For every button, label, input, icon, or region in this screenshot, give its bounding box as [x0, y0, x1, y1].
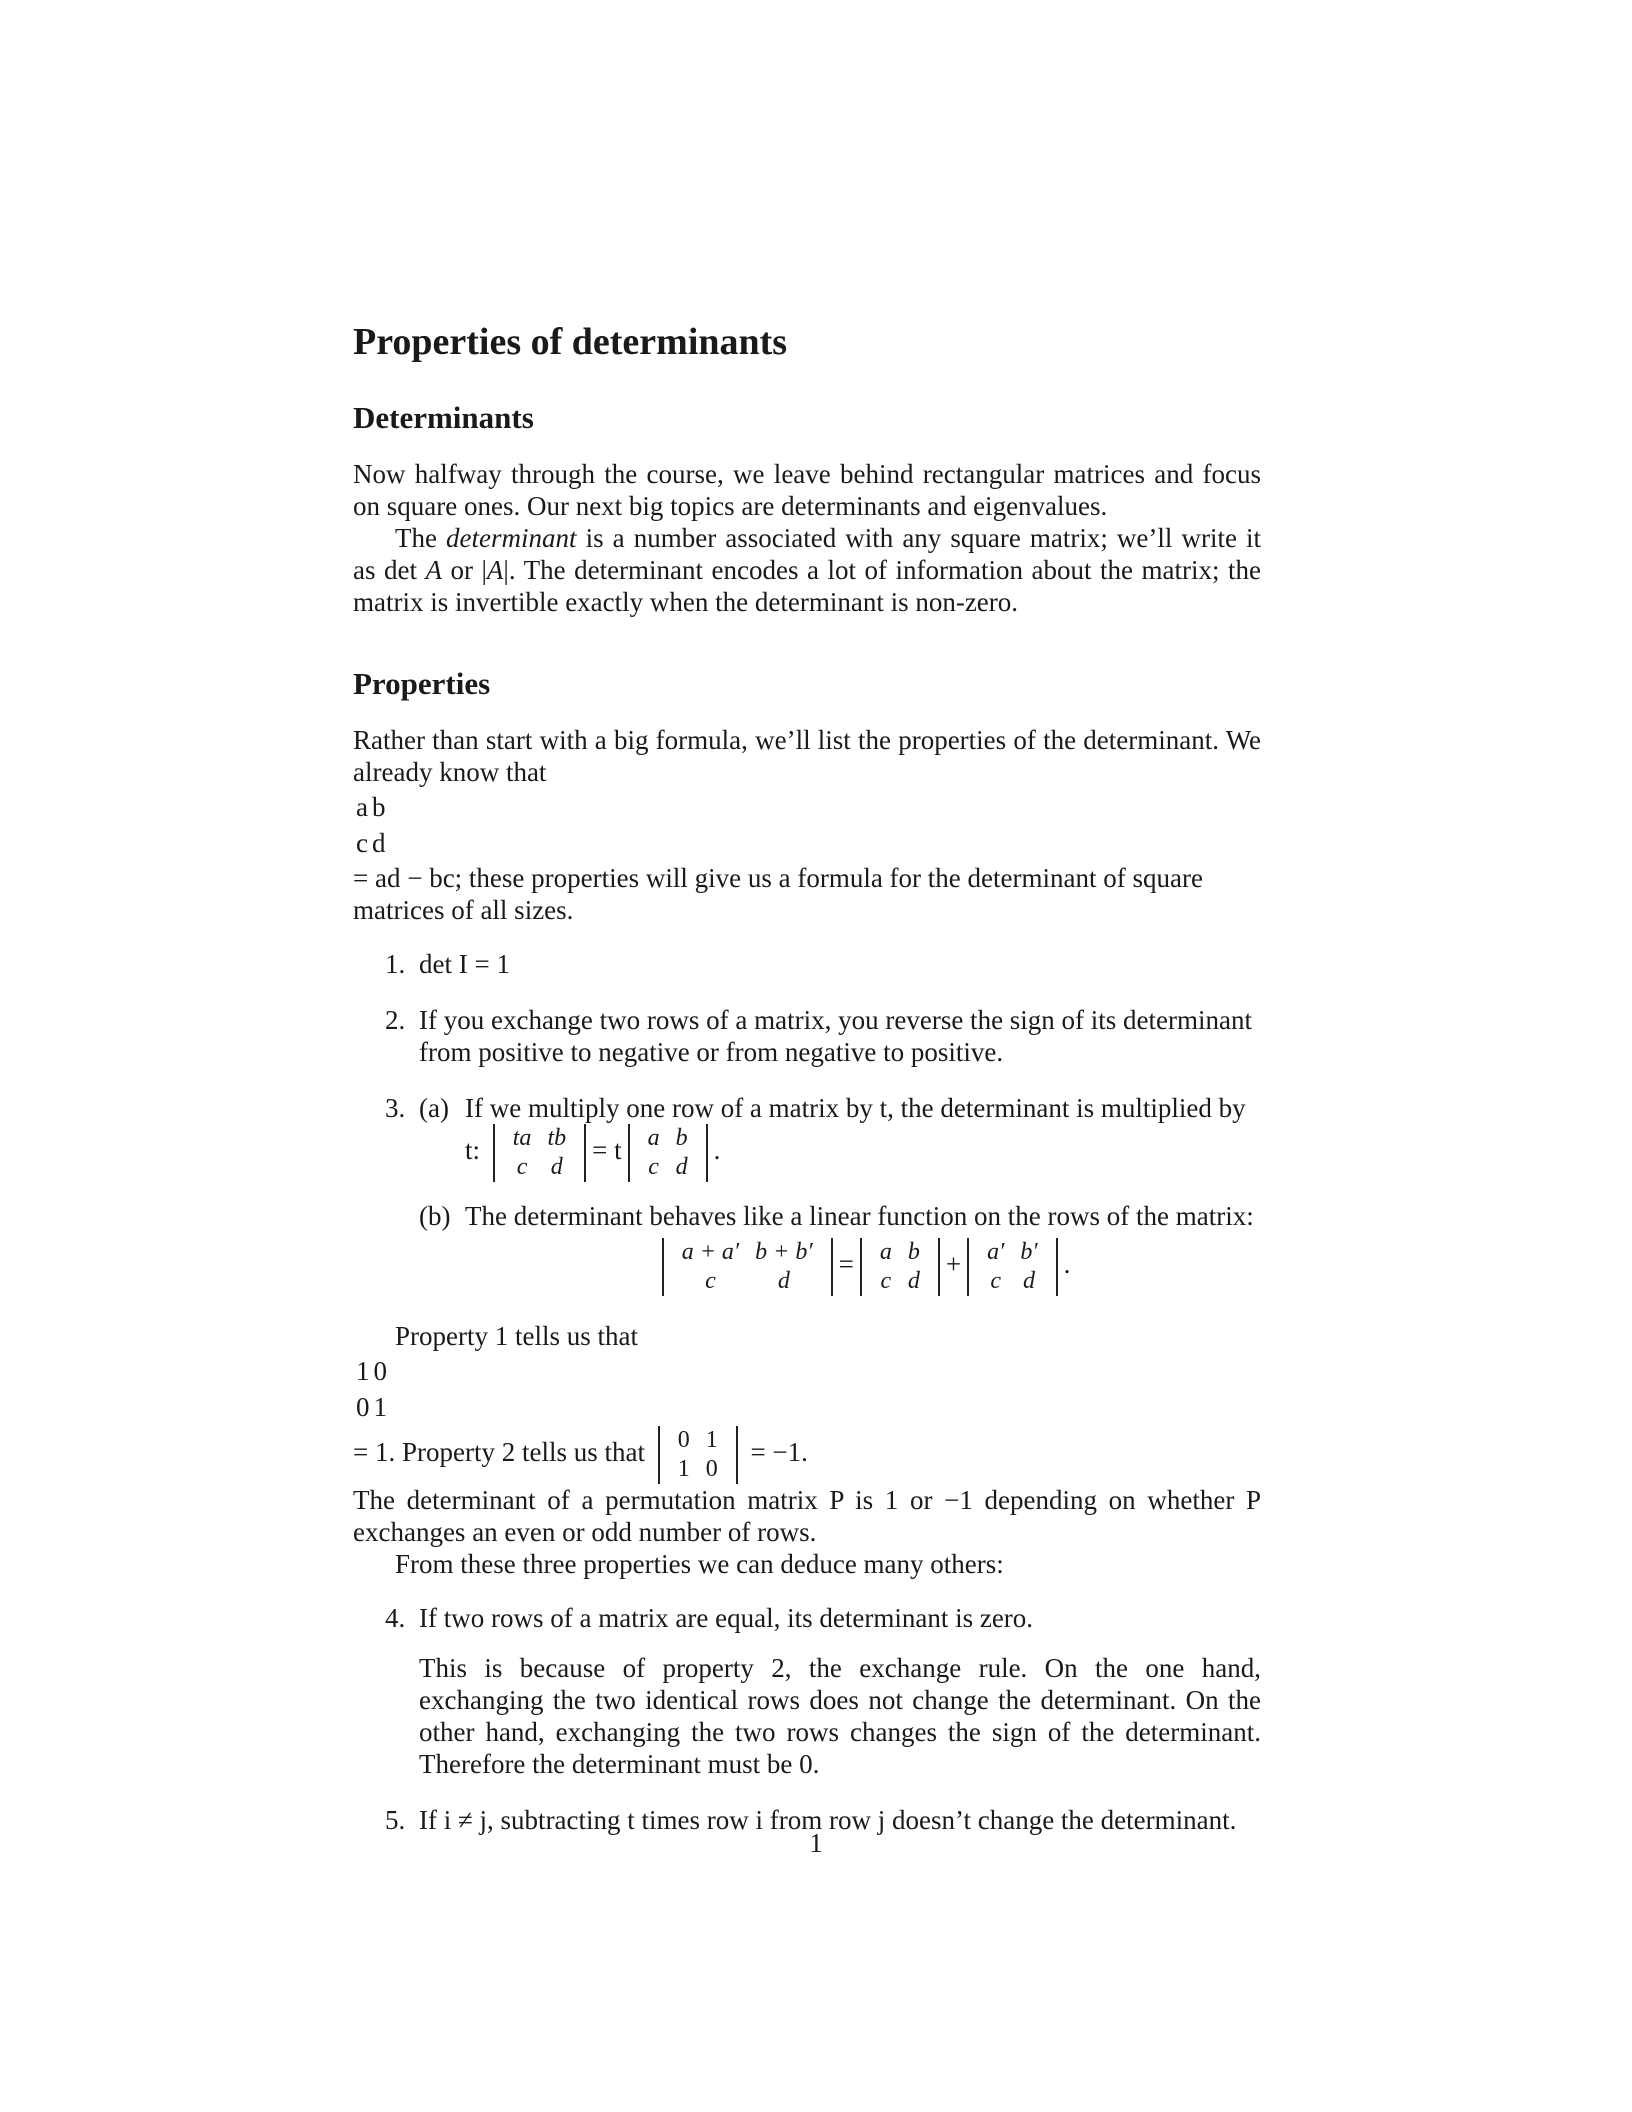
- swap-determinant: 0 1 1 0: [658, 1426, 738, 1484]
- list-item: 2. If you exchange two rows of a matrix, you reverse the sign of its determinant from positive to negative or from negative to positive.: [385, 1005, 1253, 1067]
- document-page: Properties of determinants Determinants Now halfway through the course, we leave behind rectangular matrices and focus on square ones. Our next big topics are determinants and eigenvalues. The determinant is a number associated with any square matrix; we’ll write it as det A or |A|. The determinant encodes a lot of information about the matrix; the matrix is invertible exactly when the determinant is non-zero. Properties Rather than start with a big formula, we’ll list the properties of the determinant. We already know that a b c d = ad − bc; these properties will give us a formula for the determinant of square matrices of all sizes. 1. det I = 1 2. If you exchange two rows of a matrix, you reverse the sign of its determinant from positive to negative or from negative to positive. 3. (a) If we multiply one row of a matrix by t, the determinant is multiplied by t: ta tb c d = t a b c d . (b) The determinant behaves like a linear function on the rows of the matrix: a + a′ b + b′ c d = a b c d + a′ b′ c d . Property 1 tells us that 1 0 0 1 = 1. Property 2 tells us that 0 1 1 0 = −1. The determinant of a permutation matrix P is 1 or −1 depending on whether P exchanges an even or odd number of rows. From these three properties we can deduce many others: 4. If two rows of a matrix are equal, its determinant is zero. This is because of property 2, the exchange rule. On the one hand, exchanging the two identical rows does not change the determinant. On the other hand, exchanging the two rows changes the sign of the determinant. Therefore the determinant must be 0. 5. If i ≠ j, subtracting t times row i from row j doesn’t change the determinant.: [353, 321, 1262, 1835]
- page-title: Properties of determinants: [353, 321, 788, 363]
- section-heading-properties: Properties: [353, 666, 491, 701]
- list-item: 3. (a) If we multiply one row of a matrix by t, the determinant is multiplied by t: ta tb c d = t a b c d . (b) The determinant behaves like a linear function on the rows of the matrix: a + a′ b + b′ c d = a b c d + a′ b′ c d .: [353, 1092, 1261, 1296]
- list-item: 4. If two rows of a matrix are equal, its determinant is zero. This is because of property 2, the exchange rule. On the one hand, exchanging the two identical rows does not change the determinant. On the other hand, exchanging the two rows changes the sign of the determinant. Therefore the determinant must be 0.: [385, 1603, 1261, 1779]
- list-item: 1. det I = 1: [385, 949, 510, 979]
- determinant-scaled: ta tb c d: [493, 1124, 586, 1182]
- property-list: [353, 948, 1261, 1296]
- sub-item-a: (a) If we multiply one row of a matrix by t, the determinant is multiplied by t: ta tb c d = t a b c d .: [419, 1093, 1246, 1180]
- sub-item-b: (b) The determinant behaves like a linear function on the rows of the matrix: a + a′ b + b′ c d = a b c d + a′ b′ c d .: [419, 1200, 1261, 1296]
- continuation: Property 1 tells us that 1 0 0 1 = 1. Property 2 tells us that 0 1 1 0 = −1. The determinant of a permutation matrix P is 1 or −1 depending on whether P exchanges an even or odd number of rows. From these three properties we can deduce many others:: [353, 1321, 1261, 1579]
- paragraph: Property 1 tells us that: [395, 1321, 638, 1351]
- paragraph: From these three properties we can deduce many others:: [395, 1549, 1004, 1579]
- property-list-continued: [353, 1602, 1261, 1836]
- list-item-detail: This is because of property 2, the exchange rule. On the one hand, exchanging the two identical rows does not change the determinant. On the other hand, exchanging the two rows changes the sign of the determinant. Therefore the determinant must be 0.: [419, 1653, 1261, 1779]
- linearity-equation: a + a′ b + b′ c d = a b c d + a′ b′ c d .: [465, 1238, 1261, 1296]
- page-number: 1: [809, 1828, 823, 1858]
- paragraph: Rather than start with a big formula, we’ll list the properties of the determinant. We already know that: [353, 725, 1261, 787]
- paragraph: Now halfway through the course, we leave behind rectangular matrices and focus on square ones. Our next big topics are determinants and eigenvalues.: [353, 459, 1261, 521]
- list-item: 5. If i ≠ j, subtracting t times row i from row j doesn’t change the determinant.: [385, 1805, 1237, 1835]
- paragraph: The determinant of a permutation matrix P is 1 or −1 depending on whether P exchanges an even or odd number of rows.: [353, 1485, 1261, 1547]
- determinant-2x2: a b c d: [628, 1124, 708, 1182]
- paragraph: The determinant is a number associated with any square matrix; we’ll write it as det A or |A|. The determinant encodes a lot of information about the matrix; the matrix is invertible exactly when the determinant is non-zero.: [353, 523, 1262, 617]
- section-heading-determinants: Determinants: [353, 400, 534, 435]
